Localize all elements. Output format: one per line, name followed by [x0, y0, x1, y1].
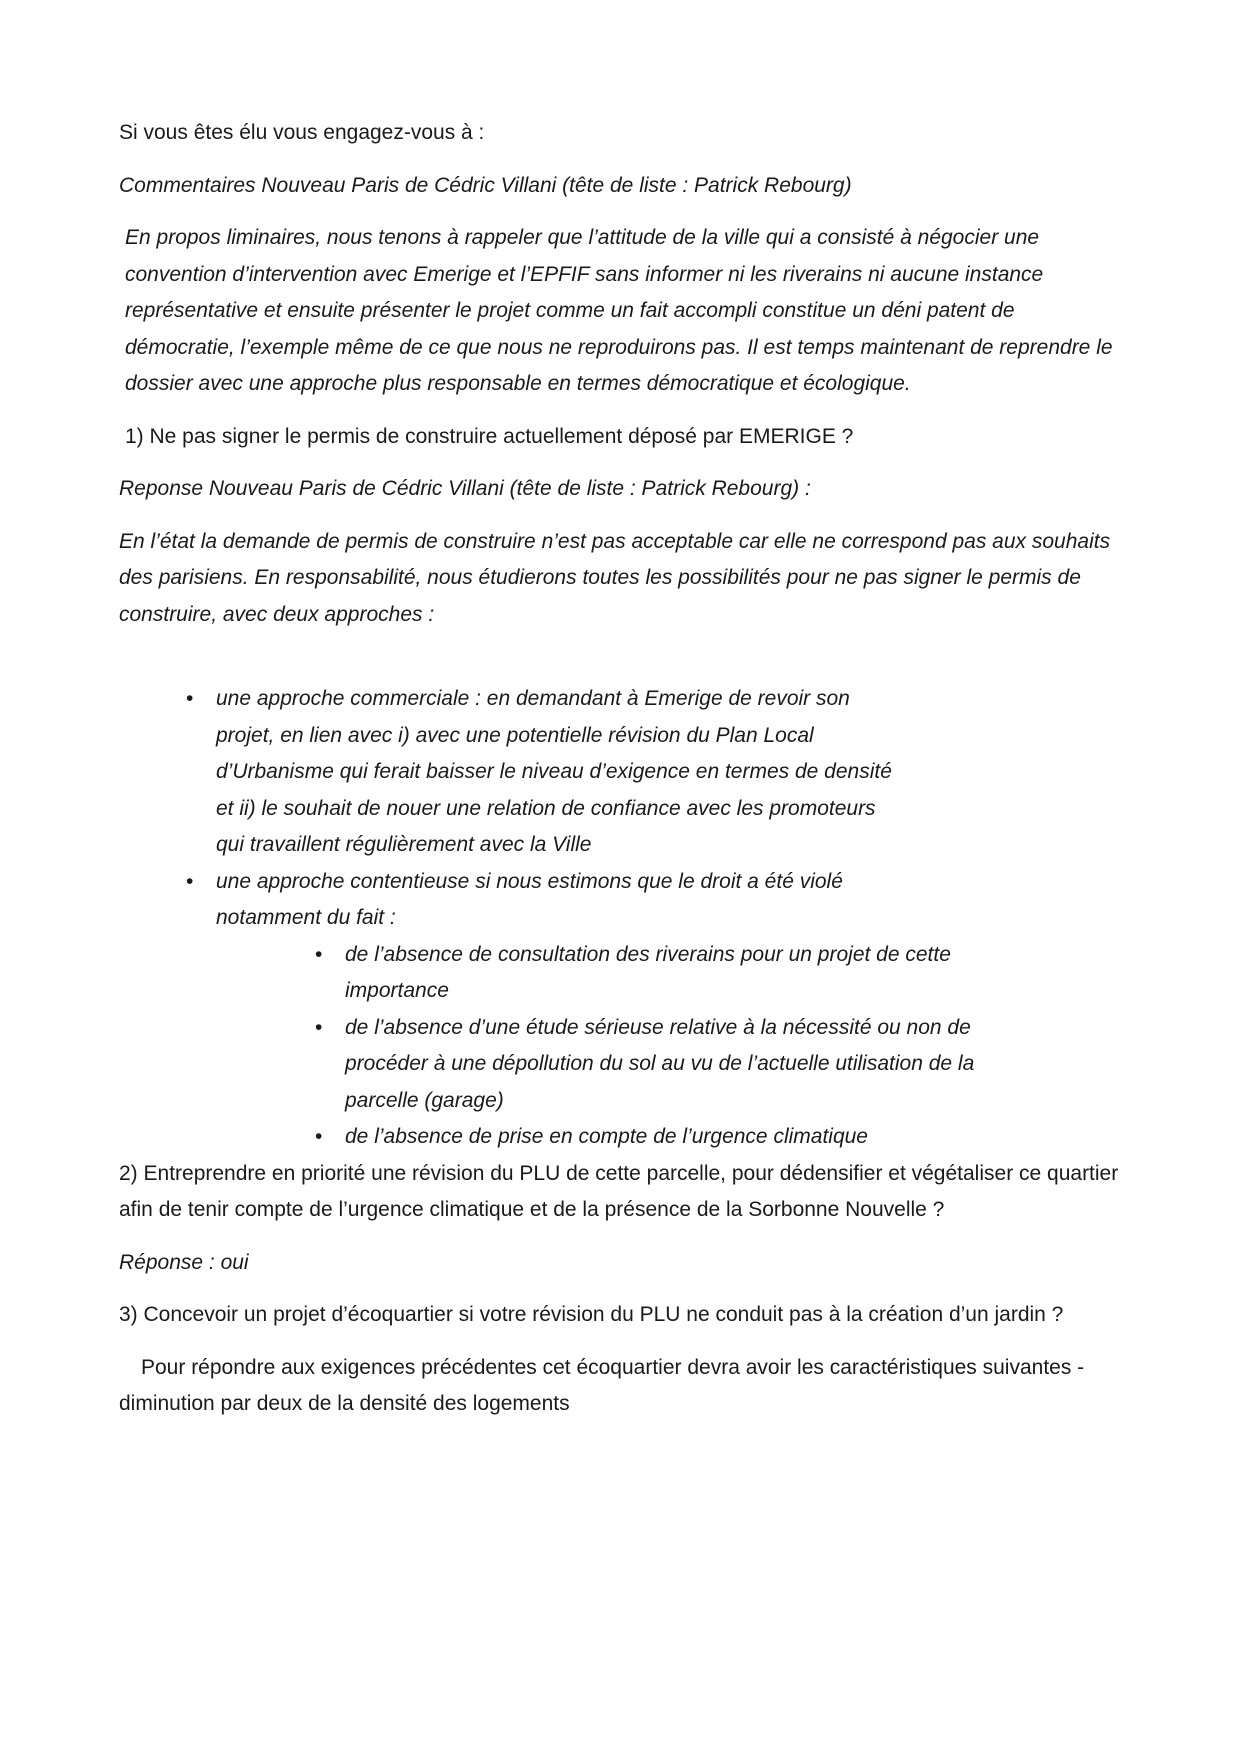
approach-commerciale: une approche commerciale : en demandant à Emerige de revoir son projet, en lien avec i) avec une potentielle révision du Plan Local d’Urbanisme qui ferait baisser le niveau d’exigence en termes de densité et ii) le souhait de nouer une relation de confiance avec les promoteurs qui travaillent régulièrement avec la Ville — [216, 687, 892, 856]
final-paragraph: Pour répondre aux exigences précédentes cet écoquartier devra avoir les caractéristiques suivantes - diminution par deux de la densité des logements — [119, 1355, 1085, 1415]
approach-contentieuse: une approche contentieuse si nous estimons que le droit a été violé notamment du fait : — [216, 869, 843, 929]
commentaires-title: Commentaires Nouveau Paris de Cédric Villani (tête de liste : Patrick Rebourg) — [119, 173, 852, 197]
document-page — [119, 115, 1129, 1423]
sub-items-list — [119, 937, 975, 1156]
bullet-icon: • — [315, 1015, 323, 1039]
reponse-2: Réponse : oui — [119, 1250, 249, 1274]
bullet-icon: • — [315, 942, 323, 966]
reponse-1-title: Reponse Nouveau Paris de Cédric Villani (tête de liste : Patrick Rebourg) : — [119, 477, 811, 500]
bullet-icon: • — [186, 869, 194, 893]
sub-item-urgence: de l’absence de prise en compte de l’urgence climatique — [345, 1125, 868, 1148]
commentaires-body: En propos liminaires, nous tenons à rappeler que l’attitude de la ville qui a consisté à négocier une convention d’intervention avec Emerige et l’EPFIF sans informer ni les riverains ni aucune instance représentative et ensuite présenter le projet comme un fait accompli constitue un déni patent de démocratie, l’exemple même de ce que nous ne reproduirons pas. Il est temps maintenant de reprendre le dossier avec une approche plus responsable en termes démocratique et écologique. — [125, 226, 1113, 395]
list-item — [119, 864, 975, 1156]
question-3: 3) Concevoir un projet d’écoquartier si votre révision du PLU ne conduit pas à la création d’un jardin ? — [119, 1303, 1064, 1326]
list-item — [119, 1010, 1005, 1120]
question-1: 1) Ne pas signer le permis de construire actuellement déposé par EMERIGE ? — [125, 424, 854, 448]
bullet-icon: • — [186, 687, 194, 710]
reponse-1-body: En l’état la demande de permis de construire n’est pas acceptable car elle ne correspond pas aux souhaits des parisiens. En responsabilité, nous étudierons toutes les possibilités pour ne pas signer le permis de construire, avec deux approches : — [119, 529, 1111, 626]
sub-item-depollution: de l’absence d’une étude sérieuse relative à la nécessité ou non de procéder à une dépollution du sol au vu de l’actuelle utilisation de la parcelle (garage) — [345, 1015, 975, 1112]
intro-line: Si vous êtes élu vous engagez-vous à : — [119, 121, 485, 144]
approaches-list — [119, 681, 1129, 1156]
list-item — [119, 1119, 1005, 1156]
sub-item-consultation: de l’absence de consultation des riverains pour un projet de cette importance — [345, 942, 951, 1002]
question-2: 2) Entreprendre en priorité une révision du PLU de cette parcelle, pour dédensifier et végétaliser ce quartier afin de tenir compte de l’urgence climatique et de la présence de la Sorbonne Nouvelle ? — [119, 1161, 1119, 1221]
bullet-icon: • — [315, 1125, 323, 1148]
list-item — [119, 681, 906, 864]
list-item — [119, 937, 1005, 1010]
